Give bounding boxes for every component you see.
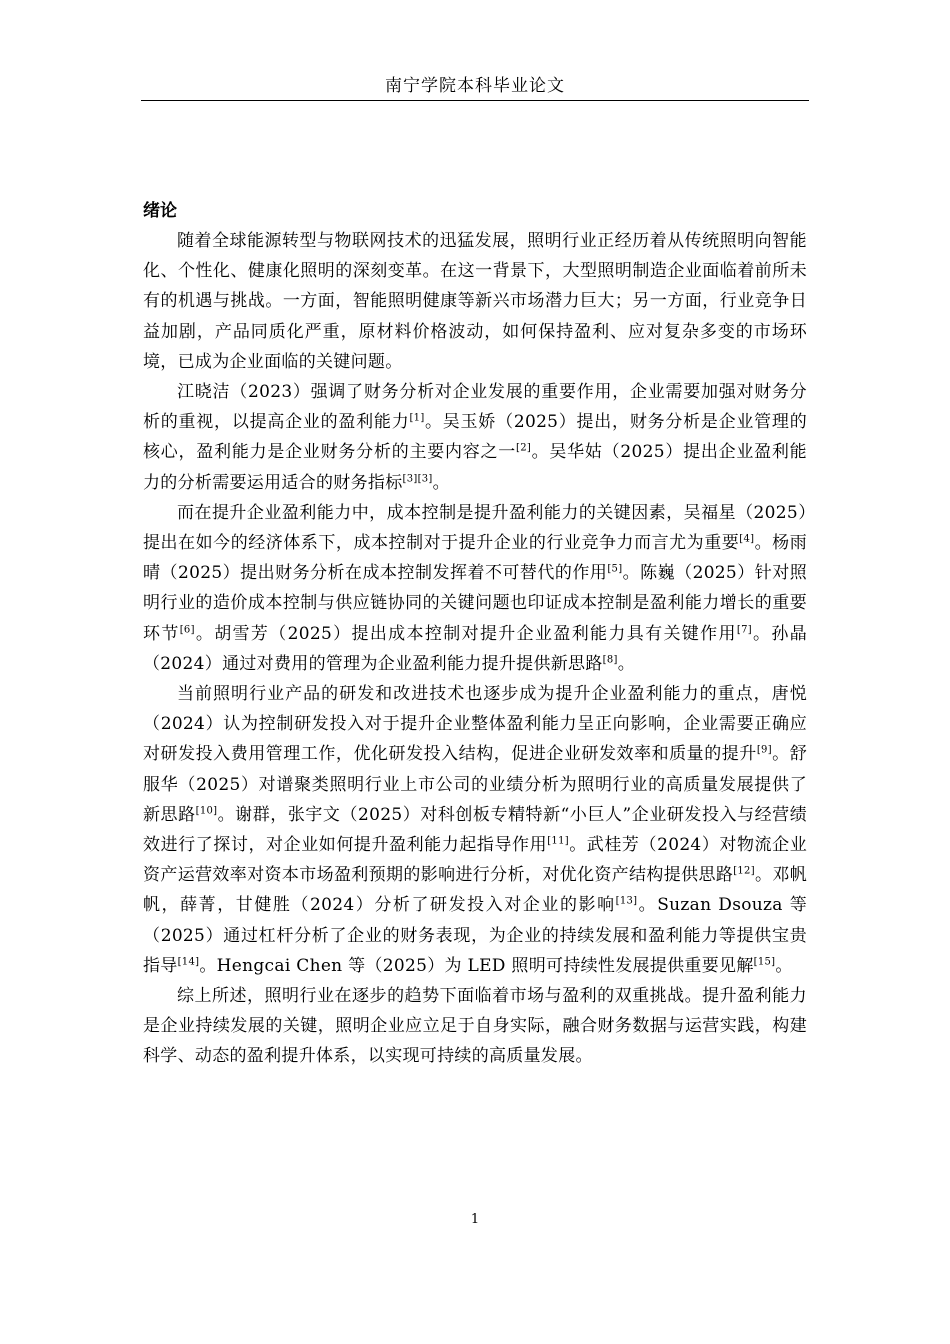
paragraph-text: 。谢群，张宇文（2025）对科创板专精特新“小巨人”企业研发投入与经营绩效进行了探讨，对企业如何提升盈利能力起指导作用 — [143, 804, 807, 856]
paragraph-text: 。吴玉娇（2025）提出，财务分析是企业管理的核心，盈利能力是企业财务分析的主要内容之一 — [143, 412, 807, 463]
paragraph — [143, 981, 807, 1072]
citation-marker: [8] — [602, 654, 618, 666]
citation-marker: [4] — [739, 533, 755, 545]
paragraph-text: 。 — [617, 653, 636, 674]
page-number: 1 — [470, 1212, 480, 1227]
citation-marker: [5] — [607, 563, 623, 575]
citation-marker: [1] — [409, 412, 425, 424]
paragraph-text: 。杨雨晴（2025）提出财务分析在成本控制发挥着不可替代的作用 — [143, 533, 807, 584]
paragraph — [143, 498, 807, 679]
paragraph-text: 。吴华姑（2025）提出企业盈利能力的分析需要运用适合的财务指标 — [143, 442, 807, 493]
paragraph-text: 。邓帆帆，薛菁，甘健胜（2024）分析了研发投入对企业的影响 — [143, 865, 807, 916]
paragraph-text: 。 — [775, 955, 793, 976]
header-rule — [141, 100, 809, 101]
paragraph-text: 。Suzan Dsouza 等（2025）通过杠杆分析了企业的财务表现，为企业的持续发展和盈利能力等提供宝贵指导 — [143, 895, 807, 976]
section-title: 绪论 — [143, 201, 177, 221]
paragraph-text: 江晓洁（2023）强调了财务分析对企业发展的重要作用，企业需要加强对财务分析的重视，以提高企业的盈利能力 — [143, 382, 807, 433]
citation-marker: [12] — [733, 865, 755, 877]
paragraph-text: 随着全球能源转型与物联网技术的迅猛发展，照明行业正经历着从传统照明向智能化、个性化、健康化照明的深刻变革。在这一背景下，大型照明制造企业面临着前所未有的机遇与挑战。一方面，智能照明健康等新兴市场潜力巨大；另一方面，行业竞争日益加剧，产品同质化严重，原材料价格波动，如何保持盈利、应对复杂多变的市场环境，已成为企业面临的关键问题。 — [143, 231, 807, 372]
citation-marker: [14] — [177, 956, 200, 968]
citation-marker: [10] — [195, 805, 218, 817]
paragraph-text: 综上所述，照明行业在逐步的趋势下面临着市场与盈利的双重挑战。提升盈利能力是企业持续发展的关键，照明企业应立足于自身实际，融合财务数据与运营实践，构建科学、动态的盈利提升体系，以实现可持续的高质量发展。 — [143, 986, 807, 1067]
paragraph-text: 。 — [432, 472, 450, 493]
running-header: 南宁学院本科毕业论文 — [385, 76, 565, 96]
citation-marker: [13] — [615, 895, 638, 907]
body-text — [143, 226, 807, 1072]
paragraph-text: 。陈巍（2025）针对照明行业的造价成本控制与供应链协同的关键问题也印证成本控制是盈利能力增长的重要环节 — [143, 563, 807, 644]
paragraph-text: 当前照明行业产品的研发和改进技术也逐步成为提升企业盈利能力的重点，唐悦（2024）认为控制研发投入对于提升企业整体盈利能力呈正向影响，企业需要正确应对研发投入费用管理工作，优化研发投入结构，促进企业研发效率和质量的提升 — [143, 684, 807, 765]
citation-marker: [11] — [547, 835, 569, 847]
citation-marker: [7] — [736, 623, 752, 635]
paragraph-text: 。胡雪芳（2025）提出成本控制对提升企业盈利能力具有关键作用 — [194, 623, 737, 644]
paragraph-text: 。孙晶（2024）通过对费用的管理为企业盈利能力提升提供新思路 — [143, 623, 808, 674]
paragraph — [143, 679, 807, 981]
paragraph-text: 。Hengcai Chen 等（2025）为 LED 照明可持续性发展提供重要见解 — [199, 955, 754, 976]
paragraph-text: 而在提升企业盈利能力中，成本控制是提升盈利能力的关键因素，吴福星（2025）提出在如今的经济体系下，成本控制对于提升企业的行业竞争力而言尤为重要 — [143, 502, 807, 554]
paragraph — [143, 377, 807, 498]
citation-marker: [2] — [516, 442, 532, 454]
citation-marker: [15] — [753, 956, 776, 968]
citation-marker: [9] — [756, 744, 772, 756]
citation-marker: [6] — [179, 623, 195, 635]
paragraph — [143, 226, 807, 377]
paragraph-text: 。武桂芳（2024）对物流企业资产运营效率对资本市场盈利预期的影响进行分析，对优化资产结构提供思路 — [143, 835, 807, 886]
paragraph-text: 。舒服华（2025）对谱聚类照明行业上市公司的业绩分析为照明行业的高质量发展提供了新思路 — [143, 744, 807, 825]
citation-marker: [3][3] — [402, 472, 433, 484]
